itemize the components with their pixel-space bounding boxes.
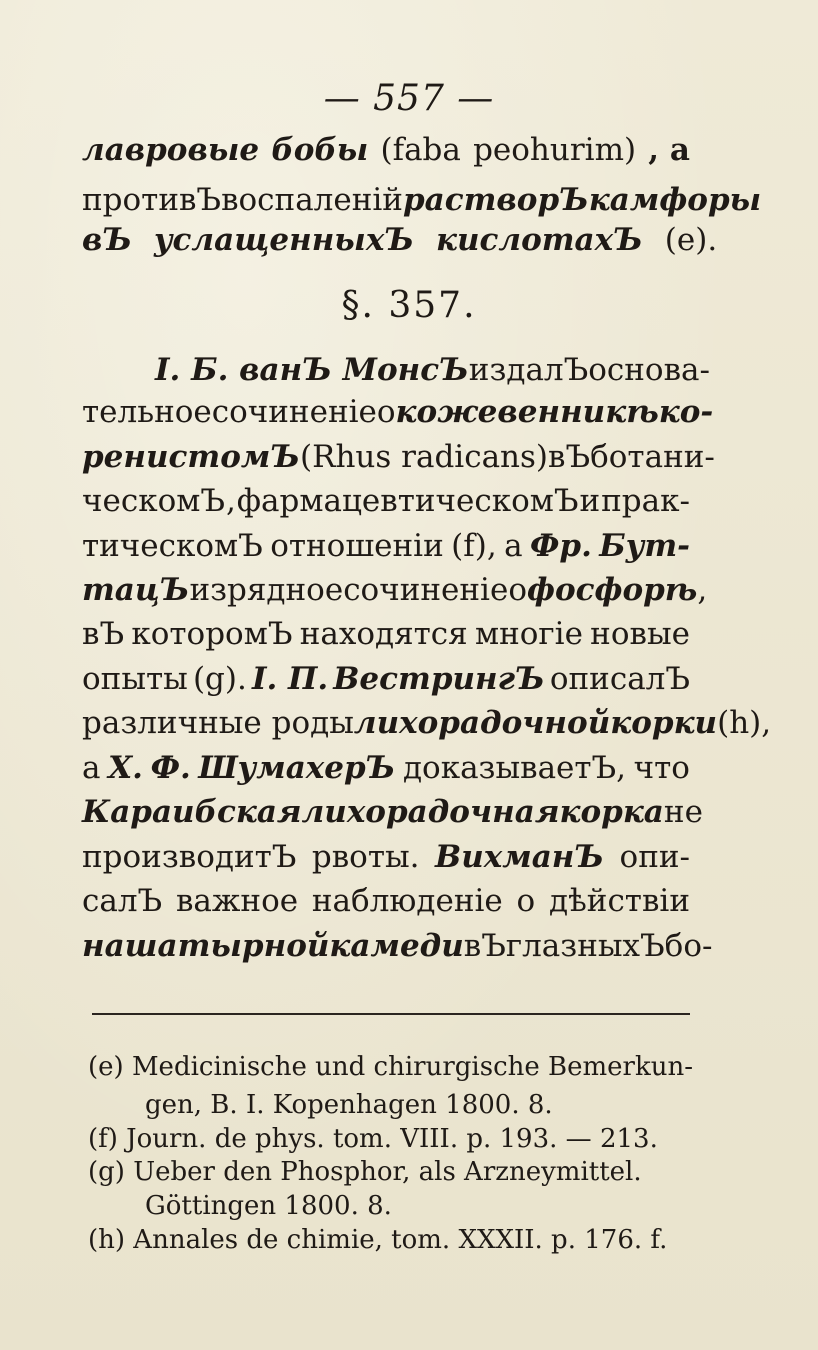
word: (faba xyxy=(380,132,461,168)
word: корки xyxy=(610,705,718,741)
word: (f), xyxy=(451,528,497,564)
word: лавровые xyxy=(82,132,260,168)
word: сочиненіе xyxy=(211,394,377,430)
word: I. Б. ванЪ МонсЪ xyxy=(155,352,469,388)
word: вЪ xyxy=(82,616,125,652)
word: различные роды xyxy=(82,705,354,741)
text-line xyxy=(82,614,690,656)
footnote-e: (e) Medicinische und chirurgische Bemerkun- xyxy=(88,1052,694,1082)
word: тацЪ xyxy=(82,572,190,608)
word: Караибская xyxy=(82,794,302,830)
word: Фр. xyxy=(529,528,592,564)
word: дѣйствіи xyxy=(549,883,690,919)
word: ВихманЪ xyxy=(435,839,605,875)
word: (e). xyxy=(664,222,718,258)
word: , а xyxy=(648,132,690,168)
word: (g). xyxy=(192,661,247,697)
section-heading: §. 357. xyxy=(341,285,477,326)
word: тическомЪ xyxy=(82,528,263,564)
word: описалЪ xyxy=(549,661,690,697)
word: корка xyxy=(559,794,664,830)
footnote-h: (h) Annales de chimie, tom. XXXII. p. 176. f. xyxy=(88,1225,668,1255)
word: находятся xyxy=(299,616,468,652)
word: наблюденіе xyxy=(311,883,503,919)
word: воспаленій xyxy=(221,182,403,218)
text-line xyxy=(82,220,718,262)
word: производитЪ xyxy=(82,839,297,875)
text-line xyxy=(155,350,711,392)
word: бо- xyxy=(664,928,713,964)
footnote-f: (f) Journ. de phys. tom. VIII. p. 193. — 213. xyxy=(88,1124,658,1154)
word: , xyxy=(697,572,708,608)
word: а xyxy=(504,528,523,564)
word: доказываетЪ, xyxy=(402,750,627,786)
word: фармацевтическомЪ xyxy=(236,483,579,519)
word: прак- xyxy=(601,483,690,519)
word: peohurim) xyxy=(473,132,637,168)
word: не xyxy=(663,794,703,830)
word: вЪ xyxy=(548,439,591,475)
word: глазныхЪ xyxy=(505,928,665,964)
word: кожевенникѣ xyxy=(395,394,659,430)
word: что xyxy=(633,750,690,786)
word: издалЪ xyxy=(468,352,589,388)
text-line xyxy=(82,881,690,923)
word: растворЪ xyxy=(402,182,589,218)
word: которомЪ xyxy=(131,616,293,652)
word: о xyxy=(376,394,396,430)
word: бобы xyxy=(271,132,369,168)
footnote-g-continued: Göttingen 1800. 8. xyxy=(145,1191,392,1221)
page-number: — 557 — xyxy=(323,78,495,119)
word: противЪ xyxy=(82,182,222,218)
word: камфоры xyxy=(588,182,762,218)
text-line xyxy=(82,748,690,790)
footnote-g: (g) Ueber den Phosphor, als Arzneymittel. xyxy=(88,1157,642,1187)
word: рвоты. xyxy=(311,839,420,875)
word: (h), xyxy=(717,705,772,741)
word: о xyxy=(508,572,527,608)
word: (Rhus radicans) xyxy=(300,439,549,475)
word: ческомЪ xyxy=(82,483,225,519)
text-line xyxy=(82,130,690,172)
word: Бут- xyxy=(599,528,690,564)
word: нашатырной xyxy=(82,928,330,964)
word: Ф. xyxy=(150,750,191,786)
word: опыты xyxy=(82,661,188,697)
text-line xyxy=(82,570,708,612)
text-line xyxy=(82,792,703,834)
word: услащенныхЪ xyxy=(154,222,414,258)
text-line xyxy=(82,481,690,523)
word: ко- xyxy=(658,394,714,430)
word: вЪ xyxy=(82,222,133,258)
word: а xyxy=(82,750,101,786)
text-line xyxy=(82,392,714,434)
footnote-e-continued: gen, B. I. Kopenhagen 1800. 8. xyxy=(145,1090,553,1120)
word: I. П. xyxy=(251,661,329,697)
word: салЪ xyxy=(82,883,163,919)
word: опи- xyxy=(619,839,690,875)
word: вЪ xyxy=(463,928,506,964)
text-line xyxy=(82,659,690,701)
word: ботани- xyxy=(590,439,715,475)
word: новые xyxy=(590,616,690,652)
word: основа- xyxy=(588,352,711,388)
word: лихорадочной xyxy=(353,705,611,741)
word: изрядное xyxy=(189,572,344,608)
word: важное xyxy=(175,883,299,919)
word: о xyxy=(516,883,536,919)
word: кислотахЪ xyxy=(435,222,643,258)
word: ВестрингЪ xyxy=(333,661,545,697)
footnote-divider xyxy=(92,1013,690,1015)
text-line xyxy=(82,180,762,222)
word: камеди xyxy=(329,928,464,964)
word: ШумахерЪ xyxy=(198,750,396,786)
word: и xyxy=(579,483,601,519)
word: , xyxy=(225,483,236,519)
word: многіе xyxy=(474,616,583,652)
word: фосфорѣ xyxy=(526,572,698,608)
text-line xyxy=(82,837,690,879)
text-line xyxy=(82,437,715,479)
word: лихорадочная xyxy=(301,794,560,830)
word: сочиненіе xyxy=(343,572,509,608)
word: X. xyxy=(108,750,143,786)
word: ренистомЪ xyxy=(82,439,301,475)
word: отношеніи xyxy=(270,528,444,564)
text-line xyxy=(82,526,690,568)
text-line xyxy=(82,926,713,968)
word: тельное xyxy=(82,394,212,430)
text-line xyxy=(82,703,772,745)
